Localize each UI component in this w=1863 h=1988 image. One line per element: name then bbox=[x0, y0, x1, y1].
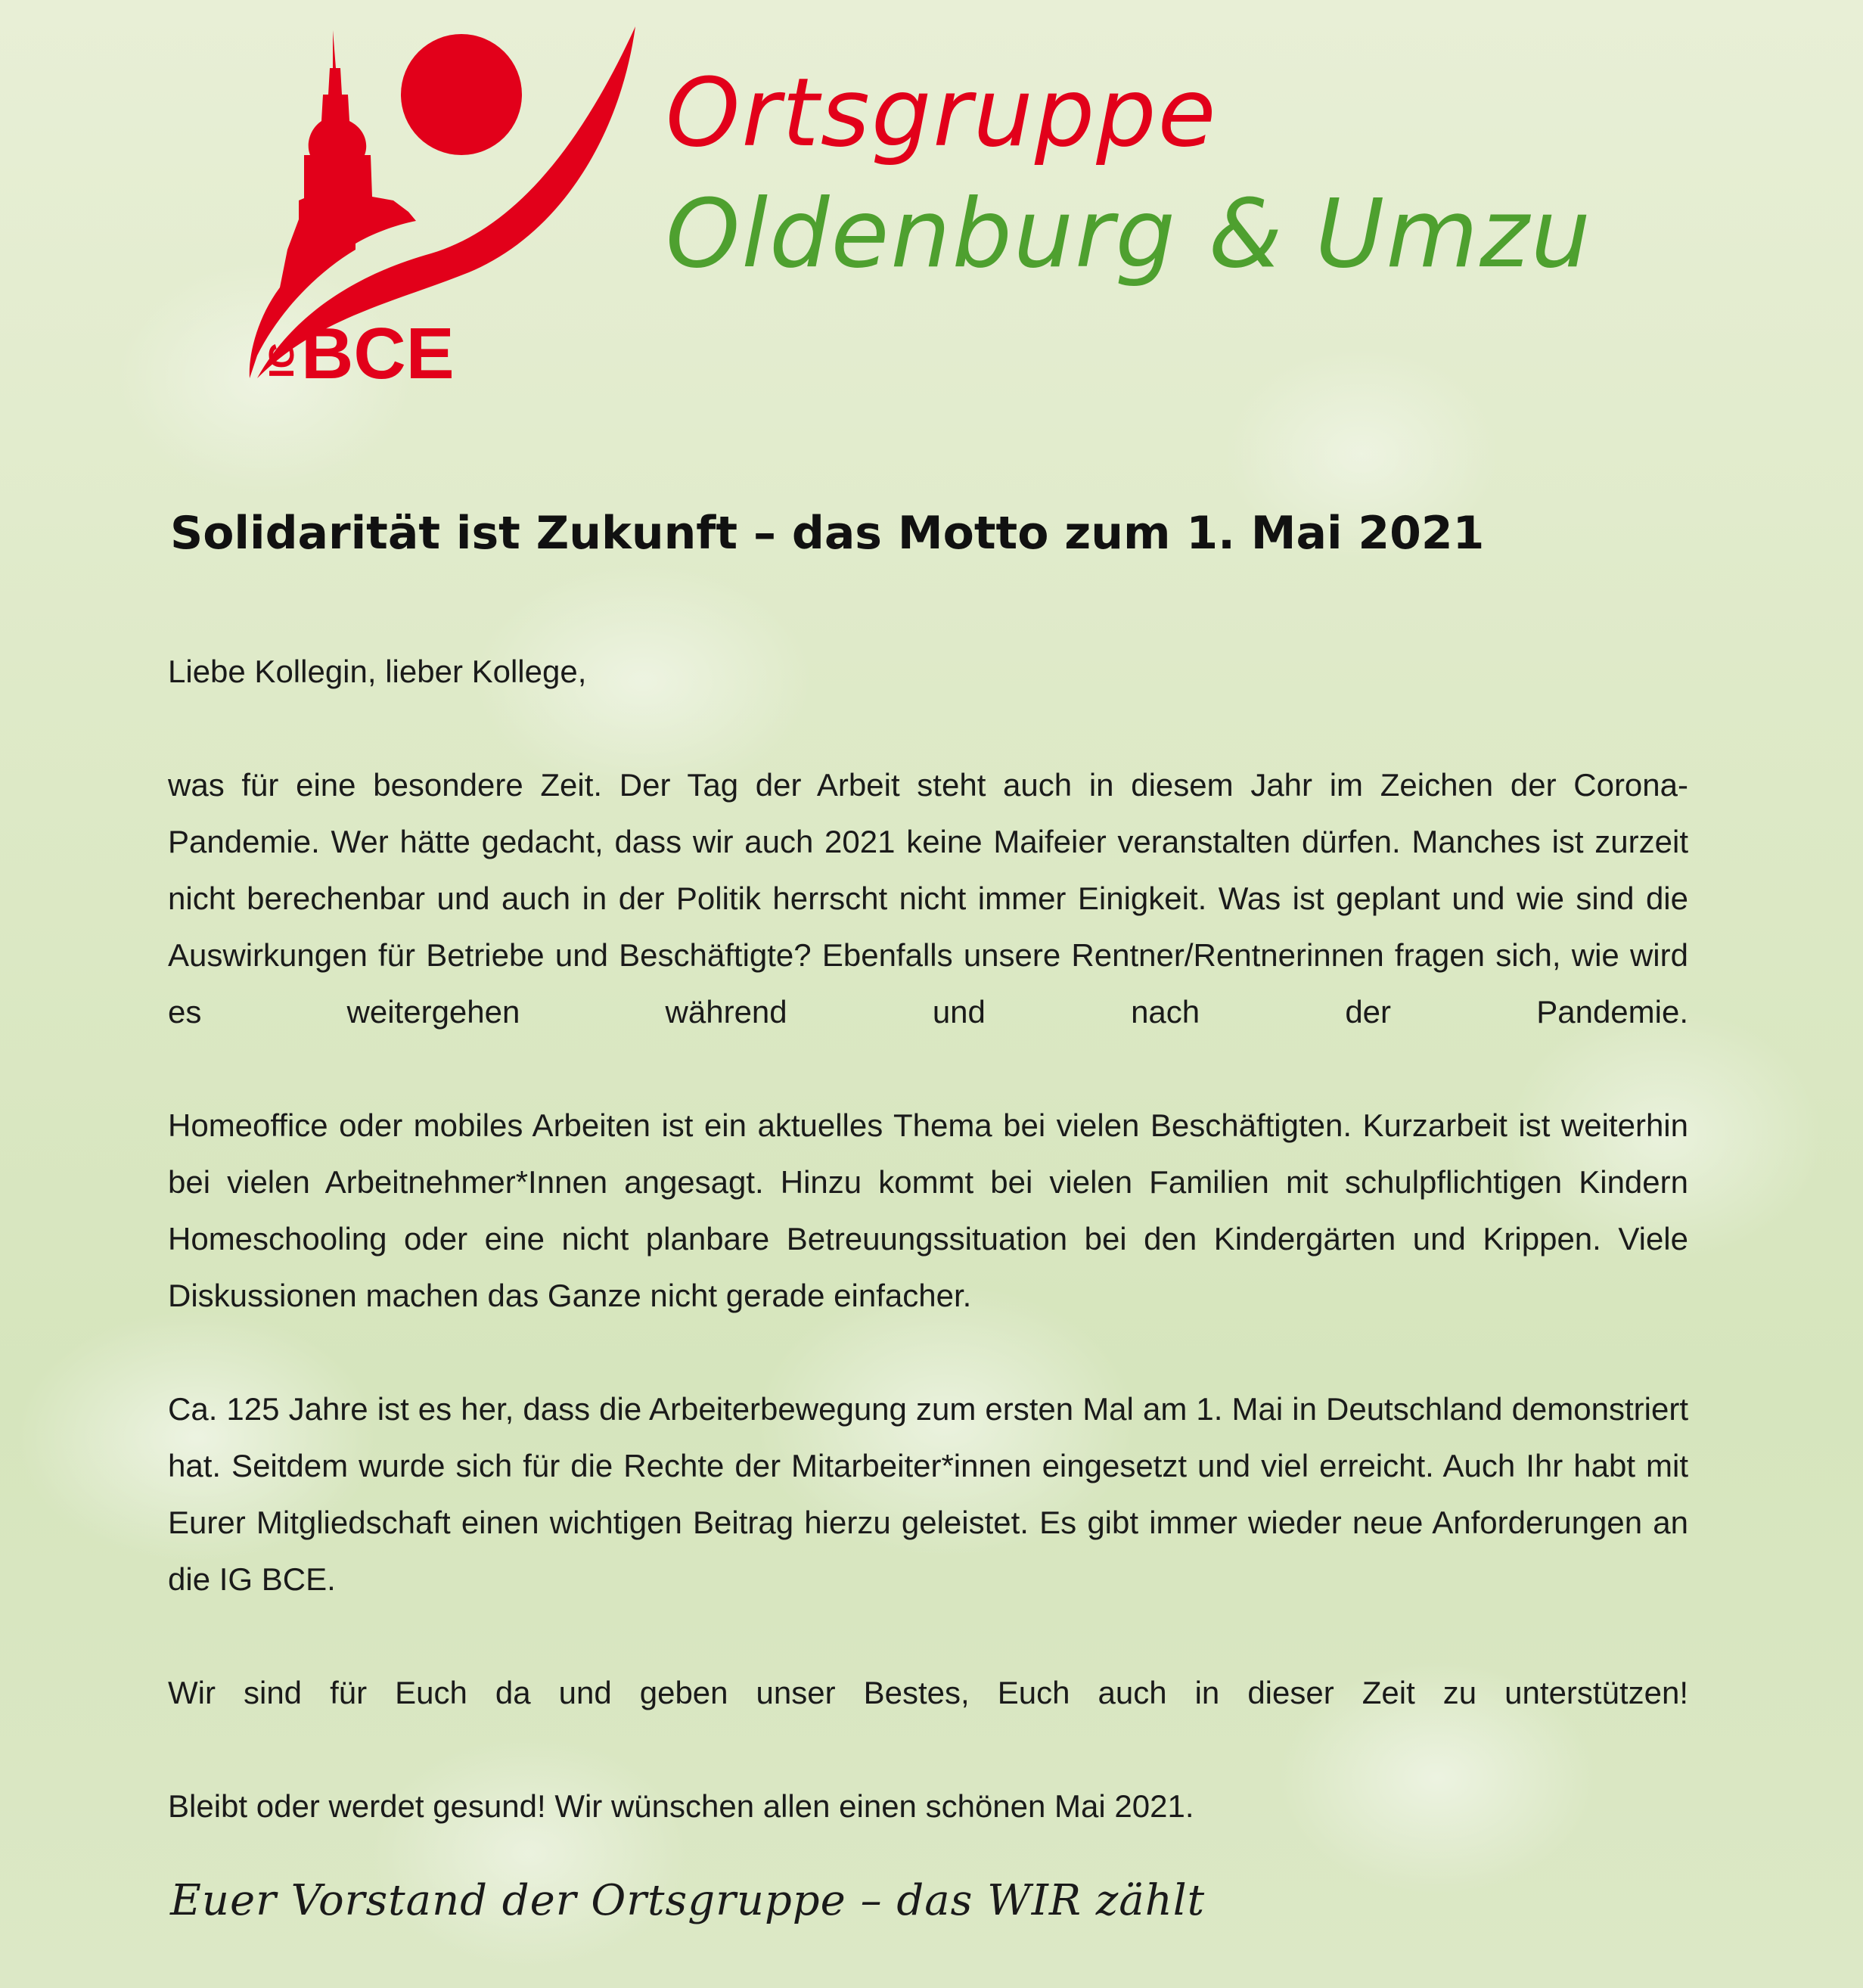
group-name bbox=[666, 53, 1800, 295]
igbce-logo bbox=[166, 23, 650, 393]
paragraph-2: Homeoffice oder mobiles Arbeiten ist ein aktuelles Thema bei vielen Beschäftigten. Kurzarbeit ist weiterhin bei vielen Arbeitnehmer*Innen angesagt. Hinzu kommt bei vielen Familien mit schulpflichtigen Kindern Homeschooling oder eine nicht planbare Betreuungssituation bei den Kindergärten und Krippen. Viele Diskussionen machen das Ganze nicht gerade einfacher. bbox=[168, 1107, 1688, 1313]
group-name-line1: Ortsgruppe bbox=[666, 58, 1218, 168]
letter-body bbox=[168, 643, 1688, 1891]
greeting: Liebe Kollegin, lieber Kollege, bbox=[168, 654, 587, 689]
signature: Euer Vorstand der Ortsgruppe – das WIR zählt bbox=[170, 1876, 1206, 1925]
headline: Solidarität ist Zukunft – das Motto zum 1. Mai 2021 bbox=[170, 507, 1485, 560]
group-name-line2: Oldenburg & Umzu bbox=[666, 179, 1592, 289]
logo-ig-text: IG bbox=[262, 341, 301, 378]
church-sun-logo-icon bbox=[166, 23, 650, 393]
paragraph-4: Wir sind für Euch da und geben unser Bestes, Euch auch in dieser Zeit zu unterstützen! bbox=[168, 1675, 1688, 1710]
logo-bce-text: BCE bbox=[301, 313, 455, 393]
paragraph-1: was für eine besondere Zeit. Der Tag der Arbeit steht auch in diesem Jahr im Zeichen der Corona-Pandemie. Wer hätte gedacht, dass wir auch 2021 keine Maifeier veranstalten dürfen. Manches ist zurzeit nicht berechenbar und auch in der Politik herrscht nicht immer Einigkeit. Was ist geplant und wie sind die Auswirkungen für Betriebe und Beschäftigte? Ebenfalls unsere Rentner/Rentnerinnen fragen sich, wie wird es weitergehen während und nach der Pandemie. bbox=[168, 767, 1688, 1030]
paragraph-5: Bleibt oder werdet gesund! Wir wünschen allen einen schönen Mai 2021. bbox=[168, 1788, 1194, 1824]
paragraph-3: Ca. 125 Jahre ist es her, dass die Arbeiterbewegung zum ersten Mal am 1. Mai in Deutschland demonstriert hat. Seitdem wurde sich für die Rechte der Mitarbeiter*innen eingesetzt und viel erreicht. Auch Ihr habt mit Eurer Mitgliedschaft einen wichtigen Beitrag hierzu geleistet. Es gibt immer wieder neue Anforderungen an die IG BCE. bbox=[168, 1391, 1688, 1597]
